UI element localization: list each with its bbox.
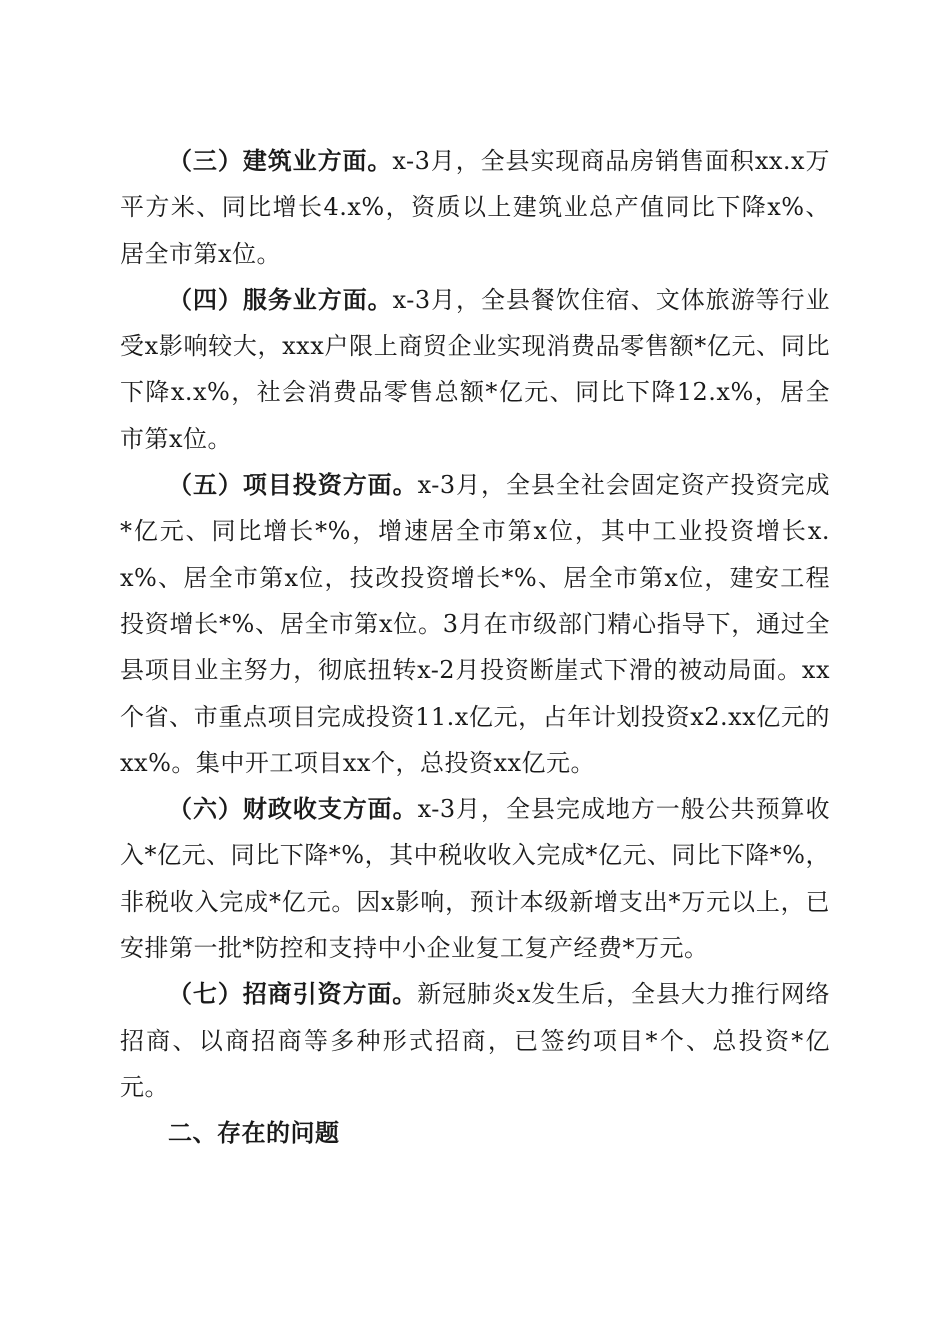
paragraph-lead: （三）建筑业方面。 — [168, 146, 393, 175]
paragraph-finance — [120, 786, 830, 971]
paragraph-construction — [120, 138, 830, 277]
paragraph-body: x-3月，全县餐饮住宿、文体旅游等行业受x影响较大，xxx户限上商贸企业实现消费品零售额*亿元、同比下降x.x%，社会消费品零售总额*亿元、同比下降12.x%，居全市第x位。 — [120, 285, 830, 453]
paragraph-services — [120, 277, 830, 462]
paragraph-body: 新冠肺炎x发生后，全县大力推行网络招商、以商招商等多种形式招商，已签约项目*个、总投资*亿元。 — [120, 980, 830, 1101]
paragraph-body: x-3月，全县全社会固定资产投资完成*亿元、同比增长*%，增速居全市第x位，其中工业投资增长x.x%、居全市第x位，技改投资增长*%、居全市第x位，建安工程投资增长*%、居全市第x位。3月在市级部门精心指导下，通过全县项目业主努力，彻底扭转x-2月投资断崖式下滑的被动局面。xx个省、市重点项目完成投资11.x亿元，占年计划投资x2.xx亿元的xx%。集中开工项目xx个，总投资xx亿元。 — [120, 471, 831, 777]
paragraph-investment — [120, 462, 830, 786]
paragraph-lead: （六）财政收支方面。 — [168, 794, 418, 824]
paragraph-lead: （四）服务业方面。 — [168, 284, 393, 314]
paragraph-lead: （七）招商引资方面。 — [168, 979, 418, 1009]
section-heading: 二、存在的问题 — [168, 1119, 340, 1148]
paragraph-investment-attraction — [120, 971, 830, 1110]
paragraph-body: x-3月，全县实现商品房销售面积xx.x万平方米、同比增长4.x%，资质以上建筑业总产值同比下降x%、居全市第x位。 — [120, 147, 831, 268]
document-body — [120, 138, 830, 1157]
paragraph-lead: （五）项目投资方面。 — [168, 470, 418, 500]
paragraph-body: x-3月，全县完成地方一般公共预算收入*亿元、同比下降*%，其中税收收入完成*亿元、同比下降*%，非税收入完成*亿元。因x影响，预计本级新增支出*万元以上，已安排第一批*防控和支持中小企业复工复产经费*万元。 — [120, 795, 831, 963]
